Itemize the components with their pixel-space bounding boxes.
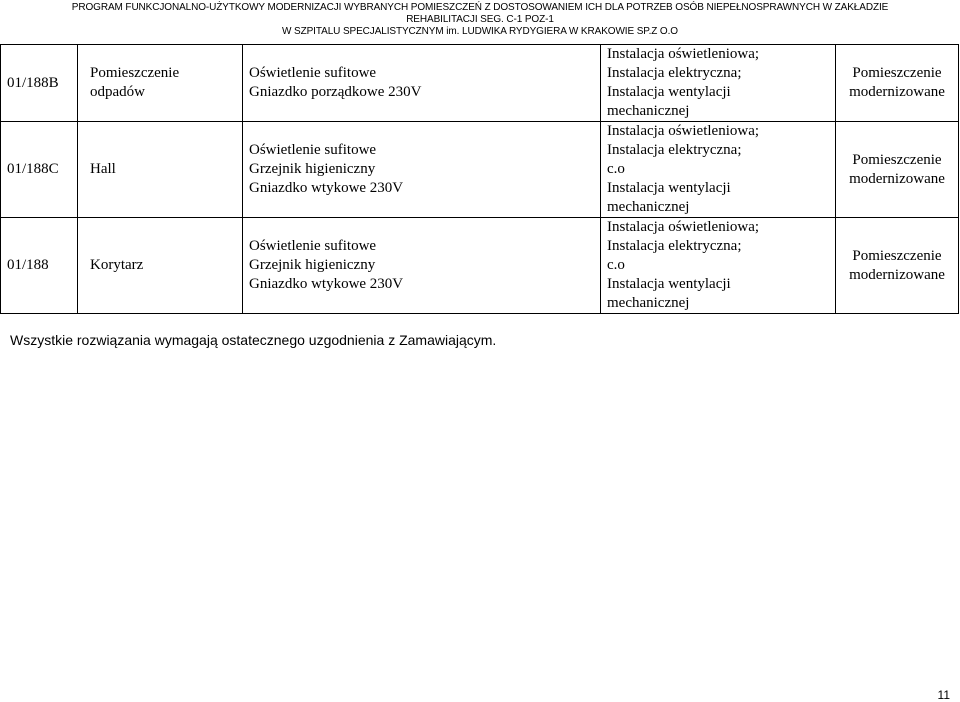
room-equipment: Oświetlenie sufitowe Gniazdko porządkowe 230V	[243, 45, 601, 122]
table-row	[1, 45, 959, 122]
room-status: Pomieszczenie modernizowane	[836, 122, 959, 218]
page-number: 11	[937, 688, 950, 702]
room-equipment: Oświetlenie sufitowe Grzejnik higieniczny Gniazdko wtykowe 230V	[243, 122, 601, 218]
rooms-table	[0, 44, 959, 314]
room-code: 01/188C	[1, 122, 78, 218]
table-row	[1, 122, 959, 218]
footnote: Wszystkie rozwiązania wymagają ostatecznego uzgodnienia z Zamawiającym.	[10, 332, 497, 348]
room-installations: Instalacja oświetleniowa; Instalacja elektryczna; c.o Instalacja wentylacji mechanicznej	[601, 122, 836, 218]
room-installations: Instalacja oświetleniowa; Instalacja elektryczna; c.o Instalacja wentylacji mechanicznej	[601, 218, 836, 314]
room-equipment: Oświetlenie sufitowe Grzejnik higieniczny Gniazdko wtykowe 230V	[243, 218, 601, 314]
room-status: Pomieszczenie modernizowane	[836, 218, 959, 314]
room-name: Pomieszczenie odpadów	[78, 45, 243, 122]
table-row	[1, 218, 959, 314]
room-status: Pomieszczenie modernizowane	[836, 45, 959, 122]
room-name: Hall	[78, 122, 243, 218]
room-code: 01/188B	[1, 45, 78, 122]
document-header	[0, 2, 960, 38]
header-line-2: REHABILITACJI SEG. C-1 POZ-1	[406, 14, 554, 25]
room-installations: Instalacja oświetleniowa; Instalacja elektryczna; Instalacja wentylacji mechanicznej	[601, 45, 836, 122]
room-code: 01/188	[1, 218, 78, 314]
header-line-3: W SZPITALU SPECJALISTYCZNYM im. LUDWIKA RYDYGIERA W KRAKOWIE SP.Z O.O	[282, 26, 678, 37]
room-name: Korytarz	[78, 218, 243, 314]
header-line-1: PROGRAM FUNKCJONALNO-UŻYTKOWY MODERNIZACJI WYBRANYCH POMIESZCZEŃ Z DOSTOSOWANIEM ICH DLA POTRZEB OSÓB NIEPEŁNOSPRAWNYCH W ZAKŁADZIE	[71, 2, 889, 13]
